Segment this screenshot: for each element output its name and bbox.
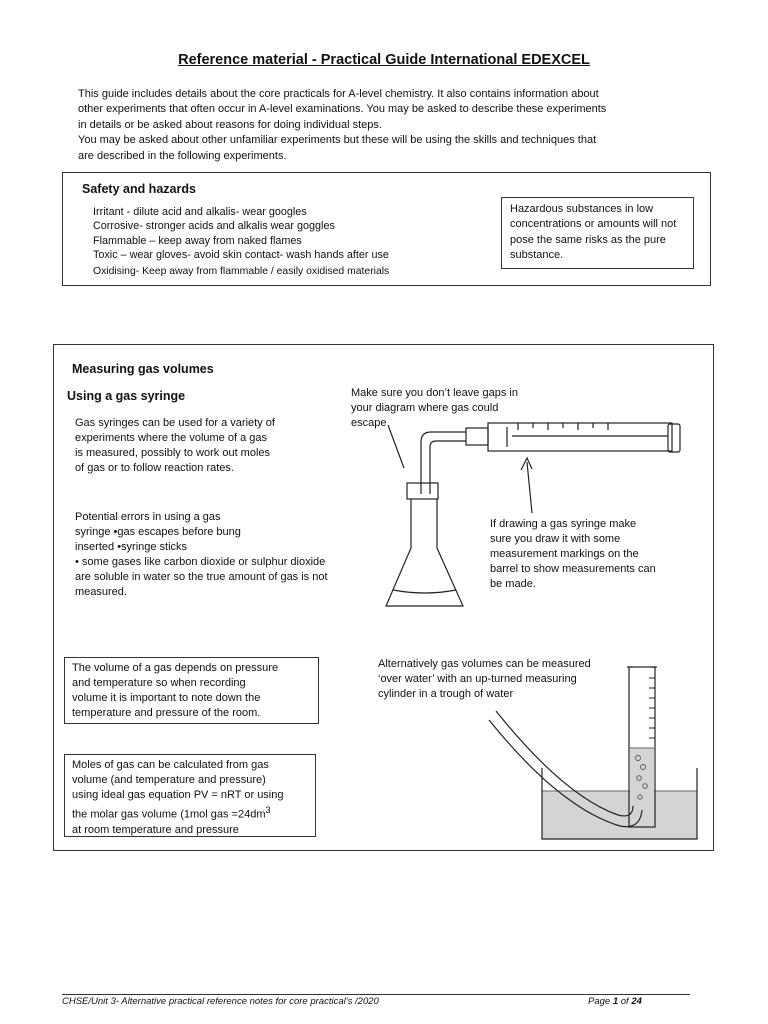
molar-volume-text: the molar gas volume (1mol gas =24dm (72, 808, 266, 821)
text-line: be made. (490, 578, 536, 590)
text-line: Alternatively gas volumes can be measured (378, 658, 591, 670)
text-line: are soluble in water so the true amount of gas is not (75, 571, 328, 583)
text-line: cylinder in a trough of water (378, 688, 514, 700)
text-line: measurement markings on the (490, 548, 639, 560)
hazard-item: Oxidising- Keep away from flammable / easily oxidised materials (93, 265, 390, 277)
text-line: • some gases like carbon dioxide or sulphur dioxide (75, 556, 326, 568)
text-line: Make sure you don’t leave gaps in (351, 387, 518, 399)
text-line: barrel to show measurements can (490, 563, 656, 575)
text-line: Moles of gas can be calculated from gas (72, 759, 269, 771)
intro-line: other experiments that often occur in A-level examinations. You may be asked to describe these experiments (78, 103, 607, 116)
page-of: of (618, 996, 632, 1007)
text-line: volume (and temperature and pressure) (72, 774, 266, 786)
text-line: ‘over water’ with an up-turned measuring (378, 673, 577, 685)
intro-line: in details or be asked about reasons for doing individual steps. (78, 118, 382, 131)
superscript: 3 (265, 805, 271, 815)
text-line: Gas syringes can be used for a variety of (75, 417, 275, 429)
intro-line: are described in the following experiments. (78, 149, 287, 162)
text-line: syringe •gas escapes before bung (75, 526, 241, 538)
text-line: using ideal gas equation PV = nRT or using (72, 789, 284, 801)
text-line: at room temperature and pressure (72, 823, 239, 836)
hazard-item: Toxic – wear gloves- avoid skin contact- wash hands after use (93, 249, 389, 262)
text-line: The volume of a gas depends on pressure (72, 662, 279, 674)
text-line: If drawing a gas syringe make (490, 518, 637, 530)
hazard-item: Irritant - dilute acid and alkalis- wear googles (93, 206, 307, 218)
hazard-note: Hazardous substances in low concentrations or amounts will not pose the same risks as the pure substance. (510, 203, 677, 261)
page-current: 1 (612, 996, 619, 1007)
text-line: your diagram where gas could (351, 402, 499, 414)
hazard-item: Flammable – keep away from naked flames (93, 234, 302, 247)
gas-syringe-subtitle: Using a gas syringe (67, 389, 186, 403)
footer-divider (62, 994, 690, 995)
text-line: inserted •syringe sticks (75, 541, 188, 553)
gas-section-title: Measuring gas volumes (72, 362, 214, 376)
text-line: sure you draw it with some (490, 533, 621, 545)
text-line: escape (351, 417, 387, 429)
hazard-item: Corrosive- stronger acids and alkalis wear goggles (93, 220, 335, 233)
text-line: measured. (75, 586, 127, 598)
text-line: and temperature so when recording (72, 677, 246, 689)
page-total: 24 (631, 996, 642, 1007)
intro-line: You may be asked about other unfamiliar experiments but these will be using the skills and techniques that (78, 134, 597, 147)
text-line: is measured, possibly to work out moles (75, 447, 271, 459)
page-label: Page (588, 996, 613, 1007)
footer-page-number (588, 996, 642, 1007)
text-line: experiments where the volume of a gas (75, 432, 267, 444)
page-title: Reference material - Practical Guide International EDEXCEL (178, 52, 590, 68)
safety-title: Safety and hazards (82, 182, 196, 196)
text-line: temperature and pressure of the room. (72, 707, 261, 719)
footer-document-title: CHSE/Unit 3- Alternative practical reference notes for core practical’s /2020 (62, 996, 379, 1007)
text-line: volume it is important to note down the (72, 692, 261, 704)
text-line: Potential errors in using a gas (75, 511, 221, 523)
text-line: of gas or to follow reaction rates. (75, 462, 234, 474)
intro-line: This guide includes details about the core practicals for A-level chemistry. It also contains information about (78, 88, 599, 100)
